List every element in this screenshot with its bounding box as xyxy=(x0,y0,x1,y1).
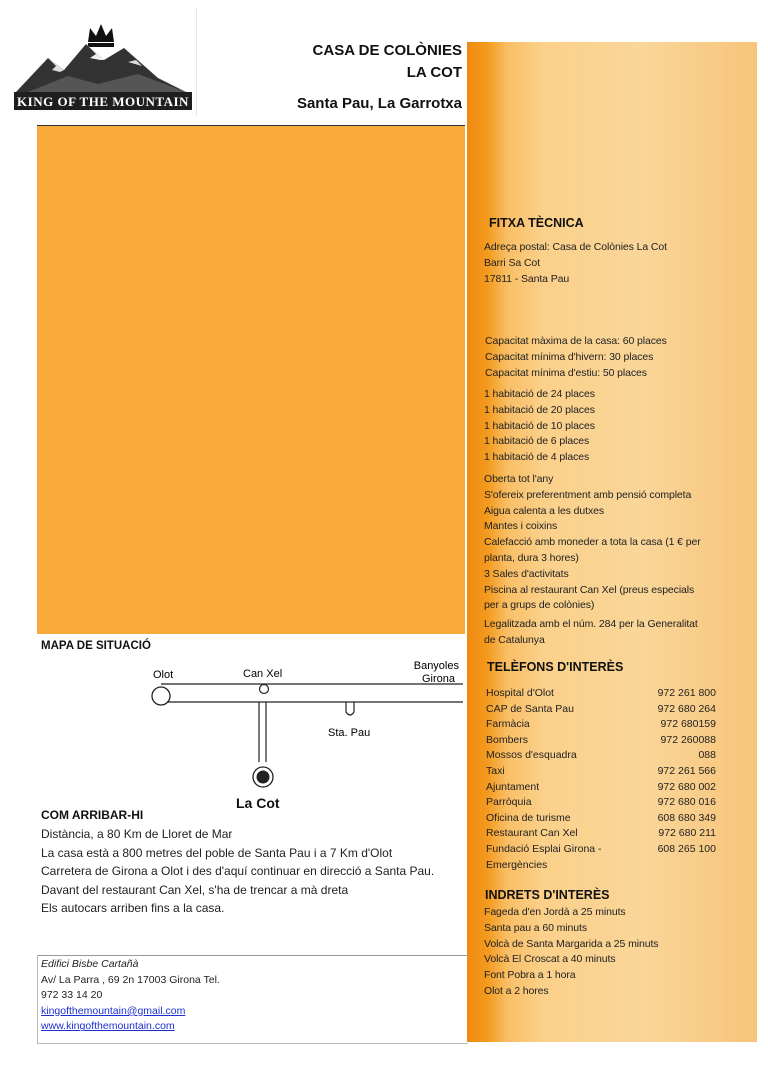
location-map xyxy=(37,650,467,810)
page-title-line1: CASA DE COLÒNIES xyxy=(312,42,462,59)
table-row xyxy=(486,811,716,827)
indrets-list xyxy=(484,905,744,1000)
phone-table xyxy=(486,686,716,873)
la-cot-label: La Cot xyxy=(236,795,280,810)
address-line: 17811 - Santa Pau xyxy=(484,272,570,285)
phone-number: 608 265 100 xyxy=(657,842,716,855)
phone-name: Oficina de turisme xyxy=(486,811,571,824)
address-line: Barri Sa Cot xyxy=(484,256,540,269)
list-item: Santa pau a 60 minuts xyxy=(484,921,587,934)
phone-name: Restaurant Can Xel xyxy=(486,827,578,840)
feature-line: planta, dura 3 hores) xyxy=(484,551,579,564)
sta-pau-spur xyxy=(346,702,354,715)
phone-number: 972 680 264 xyxy=(657,702,716,715)
room-line: 1 habitació de 24 places xyxy=(484,388,595,400)
table-row xyxy=(486,764,716,780)
phone-name: Parròquia xyxy=(486,796,532,809)
legal-block xyxy=(484,617,724,649)
list-item: Olot a 2 hores xyxy=(484,984,549,997)
table-row xyxy=(486,842,716,873)
table-row xyxy=(486,686,716,702)
com-arribar-title: COM ARRIBAR-HI xyxy=(41,808,144,822)
legal-line: de Catalunya xyxy=(484,633,545,646)
olot-marker xyxy=(152,687,170,705)
can-xel-label: Can Xel xyxy=(243,668,283,680)
phone-number: 972 680 211 xyxy=(658,827,716,840)
capacity-line: Capacitat màxima de la casa: 60 places xyxy=(485,335,667,347)
sta-pau-label: Sta. Pau xyxy=(328,727,371,739)
phone-name: Fundació Esplai Girona - Emergències xyxy=(486,842,602,871)
phone-name: CAP de Santa Pau xyxy=(486,702,574,715)
phone-number: 088 xyxy=(698,749,716,762)
footer-phone: 972 33 14 20 xyxy=(41,989,103,1002)
footer-email-link[interactable]: kingofthemountain@gmail.com xyxy=(41,1004,186,1017)
feature-line: Mantes i coixins xyxy=(484,520,558,533)
phone-name: Mossos d'esquadra xyxy=(486,749,577,762)
phone-name: Taxi xyxy=(486,764,505,777)
capacity-block xyxy=(485,334,735,381)
address-line: Adreça postal: Casa de Colònies La Cot xyxy=(484,241,667,253)
table-row xyxy=(486,780,716,796)
rooms-block xyxy=(484,387,734,466)
directions-line: Carretera de Girona a Olot i des d'aquí continuar en direcció a Santa Pau. xyxy=(41,864,435,878)
list-item: Fageda d'en Jordà a 25 minuts xyxy=(484,906,626,918)
can-xel-marker xyxy=(260,685,269,694)
telefons-title: TELÈFONS D'INTERÈS xyxy=(487,660,624,674)
table-row xyxy=(486,826,716,842)
page-subtitle: Santa Pau, La Garrotxa xyxy=(296,95,462,112)
table-row xyxy=(486,733,716,749)
feature-line: Calefacció amb moneder a tota la casa (1 € per xyxy=(484,536,701,549)
capacity-line: Capacitat mínima d'hivern: 30 places xyxy=(485,350,654,363)
room-line: 1 habitació de 10 places xyxy=(484,419,595,432)
phone-number: 972 680159 xyxy=(660,718,716,731)
directions-line: Els autocars arriben fins a la casa. xyxy=(41,901,225,915)
phone-name: Farmàcia xyxy=(486,718,530,731)
feature-line: S'ofereix preferentment amb pensió completa xyxy=(484,488,692,501)
legal-line: Legalitzada amb el núm. 284 per la Generalitat xyxy=(484,618,698,630)
room-line: 1 habitació de 20 places xyxy=(484,403,595,416)
phone-number: 608 680 349 xyxy=(657,811,716,824)
map-svg xyxy=(37,650,467,810)
table-row xyxy=(486,702,716,718)
table-row xyxy=(486,717,716,733)
phone-number: 972 261 800 xyxy=(657,687,716,699)
feature-line: per a grups de colònies) xyxy=(484,599,595,612)
phone-name: Bombers xyxy=(486,733,529,746)
footer-web-link[interactable]: www.kingofthemountain.com xyxy=(41,1020,175,1033)
logo-text: KING OF THE MOUNTAIN xyxy=(17,94,189,109)
features-block xyxy=(484,472,724,614)
la-cot-marker-inner xyxy=(257,771,270,784)
logo xyxy=(8,8,197,116)
directions-line: La casa està a 800 metres del poble de Santa Pau i a 7 Km d'Olot xyxy=(41,845,393,860)
room-line: 1 habitació de 6 places xyxy=(484,435,590,448)
table-row xyxy=(486,748,716,764)
phone-name: Ajuntament xyxy=(486,780,540,793)
footer-contact xyxy=(41,957,341,1035)
room-line: 1 habitació de 4 places xyxy=(484,451,590,464)
list-item: Font Pobra a 1 hora xyxy=(484,969,576,982)
list-item: Volcà El Croscat a 40 minuts xyxy=(484,953,616,966)
table-row xyxy=(486,795,716,811)
footer-address: Av/ La Parra , 69 2n 17003 Girona Tel. xyxy=(41,973,220,986)
phone-number: 972 680 002 xyxy=(657,780,716,793)
page-title-line2: LA COT xyxy=(406,64,462,81)
olot-label: Olot xyxy=(153,669,174,681)
phone-name: Hospital d'Olot xyxy=(486,687,554,699)
banyoles-label: Banyoles xyxy=(413,660,459,672)
phone-number: 972 680 016 xyxy=(657,796,716,809)
directions-line: Davant del restaurant Can Xel, s'ha de trencar a mà dreta xyxy=(41,882,349,897)
footer-org: Edifici Bisbe Cartañà xyxy=(41,958,139,970)
photo-area xyxy=(37,126,465,634)
phone-number: 972 261 566 xyxy=(657,764,716,777)
girona-label: Girona xyxy=(421,673,455,685)
directions-text xyxy=(41,825,467,918)
feature-line: Oberta tot l'any xyxy=(484,473,554,485)
feature-line: 3 Sales d'activitats xyxy=(484,567,569,580)
feature-line: Piscina al restaurant Can Xel (preus especials xyxy=(484,583,695,596)
indrets-title: INDRETS D'INTERÈS xyxy=(485,888,610,902)
mountain-logo-icon xyxy=(8,8,196,116)
address-block xyxy=(484,240,724,287)
feature-line: Aigua calenta a les dutxes xyxy=(484,504,604,517)
phone-number: 972 260088 xyxy=(660,733,716,746)
directions-line: Distància, a 80 Km de Lloret de Mar xyxy=(41,827,233,841)
list-item: Volcà de Santa Margarida a 25 minuts xyxy=(484,937,659,950)
fitxa-tecnica-title: FITXA TÈCNICA xyxy=(489,216,584,230)
map-title: MAPA DE SITUACIÓ xyxy=(41,640,151,652)
capacity-line: Capacitat mínima d'estiu: 50 places xyxy=(485,366,647,379)
